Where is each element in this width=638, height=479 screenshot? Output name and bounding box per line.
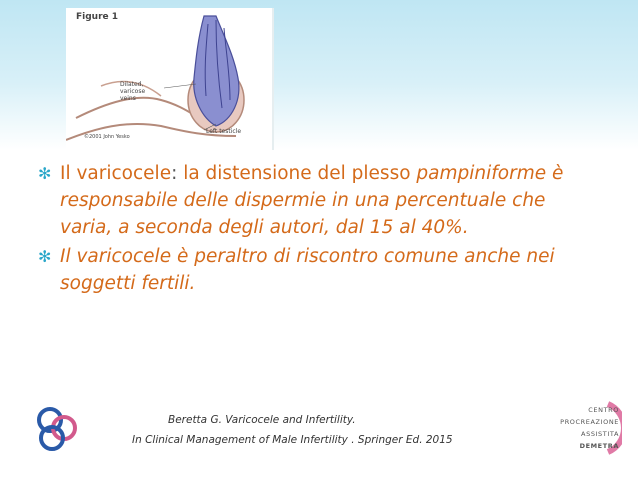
varicocele-illustration — [66, 8, 272, 150]
anatomy-figure — [66, 8, 274, 150]
slide-content — [38, 160, 578, 297]
asterisk-icon: ✻ — [38, 247, 52, 266]
logo-line-3: ASSISTITA — [581, 430, 619, 438]
figure-caption: Figure 1 — [76, 12, 119, 22]
colon-text: : — [171, 163, 178, 184]
figure-copyright: ©2001 John Yesko — [84, 134, 130, 140]
logo-line-1: CENTRO — [588, 406, 619, 414]
bullet1-text-italic: pampiniforme è responsabile delle dispermie in una percentuale che varia, a seconda degli autori, dal 15 al 40%. — [60, 163, 564, 238]
rings-logo — [30, 404, 90, 454]
vein-label: Dilated, varicose veins — [120, 81, 146, 102]
reference-line-1: Beretta G. Varicocele and Infertility. — [168, 414, 356, 426]
demetra-logo — [548, 400, 622, 456]
bullet-item-2 — [38, 243, 578, 297]
reference-line-2: In Clinical Management of Male Infertility . Springer Ed. 2015 — [132, 434, 453, 446]
bullet1-text-plain: la distensione del plesso — [177, 163, 411, 184]
bullet2-text: Il varicocele è peraltro di riscontro comune anche nei soggetti fertili. — [60, 246, 555, 294]
asterisk-icon: ✻ — [38, 164, 52, 183]
logo-line-2: PROCREAZIONE — [560, 418, 619, 426]
testicle-label: Left testicle — [206, 128, 242, 135]
bullet-item-1 — [38, 160, 578, 241]
logo-line-4: DEMETRA — [579, 442, 619, 450]
varicocele-term: Il varicocele — [60, 163, 172, 184]
